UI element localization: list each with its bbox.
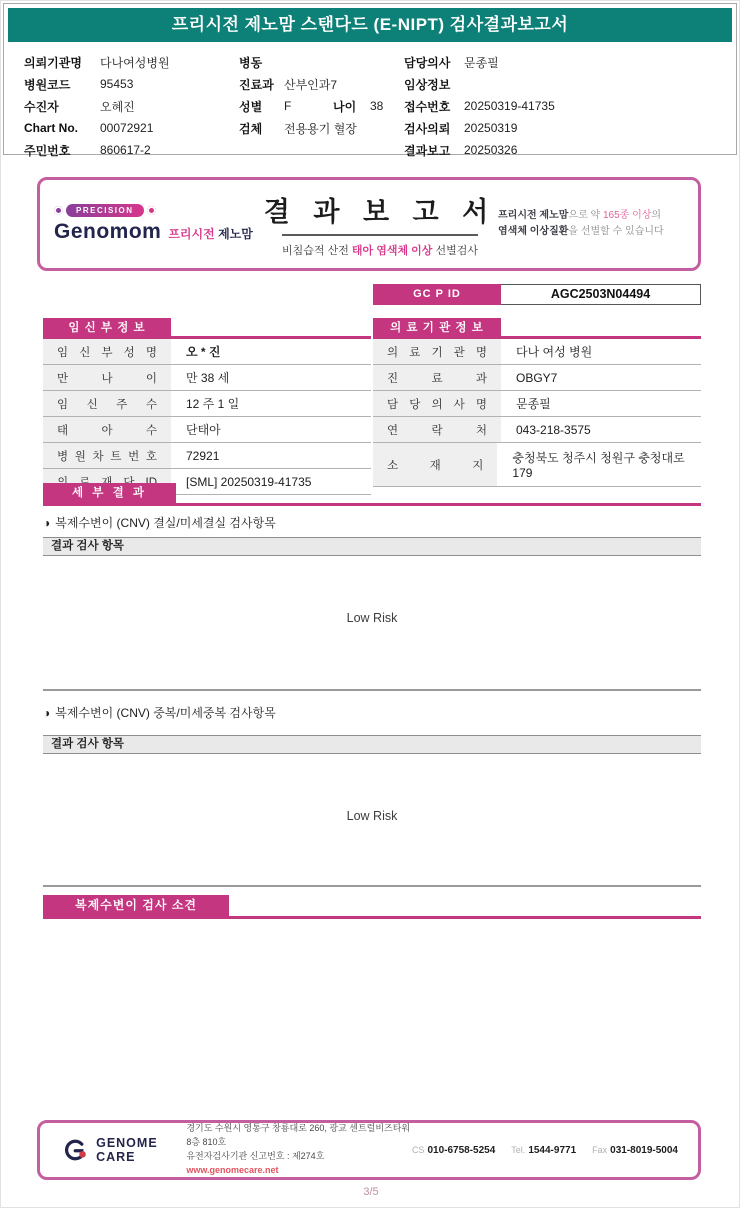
section-divider: [43, 689, 701, 691]
field-value: 860617-2: [100, 143, 151, 157]
promo-pink: 165종 이상: [602, 210, 652, 221]
precision-badge: [54, 204, 262, 217]
doc-title: 결 과 보 고 서: [263, 197, 497, 227]
footer-box: [37, 1120, 701, 1180]
report-title: 프리시전 제노맘 스탠다드 (E-NIPT) 검사결과보고서: [171, 15, 569, 34]
row-value: 만 38 세: [186, 371, 230, 385]
promo-bold: 염색체 이상질환: [498, 226, 569, 237]
row-value: 문종필: [516, 397, 551, 411]
row-value: 오 * 진: [186, 345, 221, 359]
contact-cs: CS 010-6758-5254: [411, 1144, 496, 1156]
table-row: [43, 417, 371, 443]
field-value: 20250326: [464, 143, 518, 157]
field-label: 검체: [239, 121, 263, 136]
promo-bold: 프리시전 제노맘: [498, 210, 569, 221]
genome-care-logo: [60, 1136, 186, 1164]
row-value: 단태아: [186, 423, 221, 437]
cnv-duplication-section-title: [43, 704, 276, 721]
order-info-grid: [4, 42, 736, 161]
footer-website: www.genomecare.net: [186, 1164, 279, 1175]
subtitle-highlight: 태아 염색체 이상: [351, 245, 433, 257]
mother-info-table: [43, 318, 371, 495]
cnv-findings-header: [43, 895, 701, 919]
field-label: 주민번호: [24, 143, 71, 158]
contact-tel: Tel. 1544-9771: [511, 1144, 577, 1156]
field-value: 00072921: [100, 121, 154, 135]
genome-care-brand-text: GENOME CARE: [96, 1136, 158, 1164]
row-label: 소 재 지: [373, 443, 497, 486]
promo-line2: [498, 224, 684, 240]
half-circle-icon: ◑: [43, 515, 51, 530]
field-label: 성별: [239, 99, 263, 114]
mother-table-header: [43, 318, 371, 339]
field-ward: [239, 51, 404, 73]
promo-mid: 으로 약: [568, 210, 603, 221]
field-value: 20250319: [464, 121, 518, 135]
row-value: 72921: [186, 448, 220, 463]
row-label: 병 원 차 트 번 호: [43, 443, 171, 468]
detail-results-header: [43, 483, 701, 506]
report-title-bar: [8, 8, 732, 42]
field-label: 접수번호: [404, 99, 451, 114]
field-receipt-no: [404, 95, 724, 117]
row-label: 담 당 의 사 명: [373, 391, 501, 416]
field-label: 검사의뢰: [404, 121, 451, 136]
clinic-info-table: [373, 318, 701, 487]
genomom-logo: [54, 204, 262, 244]
report-doc-title-block: [262, 190, 498, 258]
order-info-col1: [24, 51, 239, 161]
field-label: 담당의사: [404, 55, 451, 70]
genome-care-mark-icon: [60, 1136, 89, 1164]
subtitle-suffix: 선별검사: [432, 245, 478, 257]
order-info-col3: [404, 51, 724, 161]
table-header-label: 임 신 부 정 보: [43, 318, 171, 339]
table-row: [43, 443, 371, 469]
row-value: OBGY7: [516, 370, 558, 385]
field-doctor: [404, 51, 724, 73]
brand-korean-dark: 제노맘: [218, 227, 253, 241]
field-report-date: [404, 139, 724, 161]
table-row: [373, 339, 701, 365]
section-divider: [43, 885, 701, 887]
result-value: Low Risk: [346, 611, 398, 625]
brand-korean-pink: 프리시전: [168, 227, 215, 241]
table-row: [373, 443, 701, 487]
field-value: 95453: [100, 77, 134, 91]
field-value: 문종필: [464, 55, 499, 70]
field-value: 산부인과7: [284, 77, 338, 92]
row-label: 진 료 과: [373, 365, 501, 390]
row-label: 태 아 수: [43, 417, 171, 442]
promo-end: 을 선별할 수 있습니다: [568, 226, 664, 237]
badge-dot-right-icon: [147, 206, 156, 215]
badge-dot-left-icon: [54, 206, 63, 215]
cnv-deletion-section-title: [43, 514, 276, 531]
table-row: [373, 391, 701, 417]
field-value: 오혜진: [100, 99, 135, 114]
half-circle-icon: ◑: [43, 705, 51, 720]
field-value: 다나여성병원: [100, 55, 170, 70]
field-resident-no: [24, 139, 239, 161]
field-hospital-code: [24, 73, 239, 95]
result-column-header: 결과 검사 항목: [43, 537, 701, 556]
brand-korean: [168, 225, 253, 242]
order-info-col2: [239, 51, 404, 161]
section-title-text: 복제수변이 (CNV) 중복/미세중복 검사항목: [55, 706, 276, 720]
row-value: [SML] 20250319-41735: [186, 474, 312, 489]
table-row: [373, 417, 701, 443]
field-specimen: [239, 117, 404, 139]
section-title-text: 복제수변이 (CNV) 결실/미세결실 검사항목: [55, 516, 276, 530]
field-label: 결과보고: [404, 143, 451, 158]
field-requesting-org: [24, 51, 239, 73]
row-label: 만 나 이: [43, 365, 171, 390]
clinic-table-header: [373, 318, 701, 339]
gc-p-id-value: AGC2503N04494: [501, 284, 701, 305]
field-sex-age: [239, 95, 404, 117]
field-chart-no: [24, 117, 239, 139]
row-label: 임 신 부 성 명: [43, 339, 171, 364]
field-value: 38: [370, 99, 384, 113]
brand-name: Genomom: [54, 220, 162, 243]
brand-wordmark: [54, 220, 262, 244]
badge-label: PRECISION: [66, 204, 144, 217]
table-row: [43, 391, 371, 417]
row-label: 연 락 처: [373, 417, 501, 442]
gc-p-id-row: [373, 284, 701, 305]
result-value: Low Risk: [346, 809, 398, 823]
field-label: 병원코드: [24, 77, 71, 92]
field-clinical-info: [404, 73, 724, 95]
table-row: [43, 339, 371, 365]
footer-address-block: [186, 1122, 412, 1178]
field-value: 20250319-41735: [464, 99, 555, 113]
order-info-panel: [3, 3, 737, 158]
field-value: 전용용기 혈장: [284, 121, 357, 136]
footer-contacts: [412, 1145, 678, 1156]
report-brand-header: [37, 177, 701, 271]
row-label: 임 신 주 수: [43, 391, 171, 416]
doc-title-rule: [282, 234, 478, 236]
field-label: 수진자: [24, 99, 59, 114]
row-value: 충청북도 청주시 청원구 충청대로 179: [512, 451, 685, 480]
footer-license: 유전자검사기관 신고번호 : 제274호: [186, 1151, 325, 1161]
field-label: 임상정보: [404, 77, 451, 92]
table-header-label: 의 료 기 관 정 보: [373, 318, 501, 339]
field-request-date: [404, 117, 724, 139]
page-number: 3/5: [363, 1186, 379, 1198]
doc-subtitle: [262, 242, 498, 258]
field-label: 의뢰기관명: [24, 55, 82, 70]
field-label: Chart No.: [24, 121, 78, 135]
row-value: 12 주 1 일: [186, 397, 240, 411]
field-label: 나이: [333, 99, 357, 114]
section-header-label: 세 부 결 과: [43, 483, 176, 503]
row-label: 의 료 기 관 명: [373, 339, 501, 364]
footer-address: 경기도 수원시 영통구 창룡대로 260, 광교 센트럴비즈타워 8층 810호: [186, 1123, 411, 1148]
table-row: [43, 365, 371, 391]
table-row: [373, 365, 701, 391]
field-label: 진료과: [239, 77, 274, 92]
gc-p-id-label: GC P ID: [373, 284, 501, 305]
result-column-header: 결과 검사 항목: [43, 735, 701, 754]
promo-line1: [498, 208, 684, 224]
promo-end: 의: [651, 210, 662, 221]
field-patient: [24, 95, 239, 117]
subtitle-prefix: 비침습적 산전: [282, 245, 352, 257]
row-value: 043-218-3575: [516, 422, 591, 437]
section-header-label: 복제수변이 검사 소견: [43, 895, 229, 916]
contact-fax: Fax 031-8019-5004: [592, 1144, 678, 1156]
field-value: F: [284, 99, 292, 113]
field-label: 병동: [239, 55, 263, 70]
promo-text: [498, 208, 684, 240]
field-department: [239, 73, 404, 95]
row-value: 다나 여성 병원: [516, 345, 593, 359]
